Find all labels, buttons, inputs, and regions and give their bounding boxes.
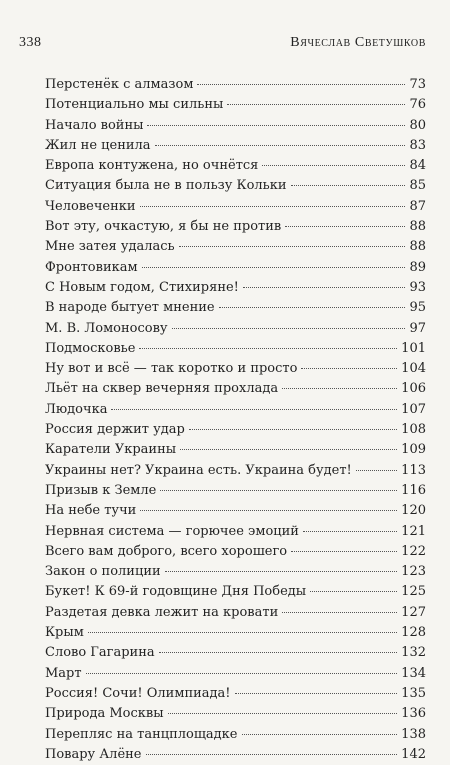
toc-entry-title: С Новым годом, Стихиряне! [45,279,239,295]
dot-leader [165,571,398,572]
toc-entry-page-number: 87 [409,198,426,214]
toc-entry [45,75,426,95]
dot-leader [147,125,405,126]
toc-entry-page-number: 107 [401,401,426,417]
toc-entry-title: Крым [45,625,84,641]
toc-entry-title: Вот эту, очкастую, я бы не против [45,219,282,235]
toc-entry [45,582,426,602]
toc-entry-title: Европа контужена, но очнётся [45,158,259,174]
toc-entry-page-number: 113 [401,462,426,478]
dot-leader [303,531,397,532]
dot-leader [291,551,397,552]
toc-entry [45,481,426,501]
dot-leader [282,388,397,389]
dot-leader [155,145,406,146]
toc-entry [45,379,426,399]
dot-leader [160,490,397,491]
toc-entry-title: Людочка [45,401,108,417]
toc-entry [45,298,426,318]
toc-entry-page-number: 128 [401,625,426,641]
toc-entry-title: Нервная система — горючее эмоций [45,523,299,539]
toc-entry-page-number: 73 [409,77,426,92]
dot-leader [172,328,406,329]
toc-entry-title: Украины нет? Украина есть. Украина будет! [45,462,352,478]
toc-entry-title: Перепляс на танцплощадке [45,726,238,742]
toc-entry-page-number: 101 [401,340,426,356]
dot-leader [180,449,397,450]
toc-entry [45,745,426,765]
dot-leader [282,612,397,613]
dot-leader [235,693,398,694]
dot-leader [140,206,406,207]
toc-entry-page-number: 127 [401,604,426,620]
toc-entry-page-number: 135 [401,685,426,701]
toc-entry-title: Льёт на сквер вечерняя прохлада [45,381,279,397]
toc-entry-page-number: 93 [409,279,426,295]
toc-entry [45,664,426,684]
dot-leader [310,591,397,592]
toc-entry-page-number: 116 [401,482,426,498]
toc-entry [45,704,426,724]
running-head-author: Вячеслав Светушков [290,35,426,50]
toc-entry-title: Человеченки [45,198,136,214]
page-header [19,35,426,55]
dot-leader [139,348,397,349]
toc-entry-title: Россия держит удар [45,422,185,438]
toc-entry [45,400,426,420]
toc-entry-title: Каратели Украины [45,442,177,458]
toc-entry-title: Перстенёк с алмазом [45,77,194,92]
toc-entry [45,95,426,115]
toc-entry-page-number: 80 [409,117,426,133]
toc-entry-page-number: 142 [401,746,426,762]
toc-entry [45,197,426,217]
dot-leader [179,246,406,247]
toc-entry-page-number: 104 [401,361,426,377]
dot-leader [88,632,397,633]
dot-leader [291,185,406,186]
toc-entry [45,603,426,623]
toc-entry-page-number: 76 [409,97,426,113]
toc-entry-page-number: 132 [401,645,426,661]
toc-entry-page-number: 121 [401,523,426,539]
toc-entry-title: Букет! К 69-й годовщине Дня Победы [45,584,307,600]
toc-entry-page-number: 106 [401,381,426,397]
dot-leader [219,307,406,308]
toc-entry [45,176,426,196]
toc-entry-page-number: 109 [401,442,426,458]
dot-leader [146,754,398,755]
toc-entry-title: Россия! Сочи! Олимпиада! [45,685,231,701]
toc-entry-page-number: 85 [409,178,426,194]
toc-entry-title: Слово Гагарина [45,645,155,661]
dot-leader [86,673,398,674]
toc-entry [45,278,426,298]
dot-leader [140,510,397,511]
dot-leader [168,713,398,714]
toc-entry-title: Призыв к Земле [45,482,157,498]
toc-entry [45,339,426,359]
table-of-contents [45,75,426,765]
toc-entry-page-number: 123 [401,564,426,580]
toc-entry [45,217,426,237]
toc-entry-page-number: 89 [409,259,426,275]
dot-leader [356,470,397,471]
toc-entry-page-number: 95 [409,300,426,316]
toc-entry-title: Повару Алёне [45,746,142,762]
toc-entry-page-number: 88 [409,219,426,235]
toc-entry [45,501,426,521]
toc-entry [45,156,426,176]
toc-entry-title: Жил не ценила [45,137,151,153]
toc-entry-title: Раздетая девка лежит на кровати [45,604,279,620]
toc-entry-page-number: 97 [409,320,426,336]
dot-leader [142,267,406,268]
dot-leader [242,734,398,735]
toc-entry-title: Природа Москвы [45,706,164,722]
toc-entry-title: Ну вот и всё — так коротко и просто [45,361,298,377]
toc-entry-page-number: 88 [409,239,426,255]
toc-entry-page-number: 122 [401,543,426,559]
toc-entry [45,684,426,704]
dot-leader [262,165,405,166]
toc-entry-page-number: 136 [401,706,426,722]
toc-entry-title: Подмосковье [45,340,136,356]
page-number: 338 [19,35,42,50]
toc-entry [45,562,426,582]
dot-leader [243,287,406,288]
toc-entry [45,319,426,339]
dot-leader [189,429,397,430]
toc-entry-page-number: 84 [409,158,426,174]
toc-entry-title: М. В. Ломоносову [45,320,168,336]
toc-entry-title: Мне затея удалась [45,239,175,255]
toc-entry [45,623,426,643]
toc-entry-page-number: 125 [401,584,426,600]
toc-entry-title: Март [45,665,82,681]
toc-entry-title: Закон о полиции [45,564,161,580]
dot-leader [159,652,398,653]
toc-entry-title: Фронтовикам [45,259,138,275]
dot-leader [227,104,405,105]
toc-entry [45,542,426,562]
toc-entry [45,258,426,278]
toc-entry-title: Начало войны [45,117,144,133]
toc-entry-page-number: 83 [409,137,426,153]
toc-entry-title: На небе тучи [45,503,137,519]
toc-entry [45,136,426,156]
dot-leader [111,409,397,410]
toc-entry-page-number: 108 [401,422,426,438]
toc-entry [45,725,426,745]
toc-entry [45,420,426,440]
toc-entry-page-number: 134 [401,665,426,681]
toc-entry-page-number: 120 [401,503,426,519]
toc-entry [45,461,426,481]
toc-entry [45,440,426,460]
toc-entry [45,359,426,379]
dot-leader [301,368,397,369]
toc-entry [45,522,426,542]
toc-entry-title: Потенциально мы сильны [45,97,224,113]
toc-entry [45,116,426,136]
toc-entry [45,237,426,257]
dot-leader [197,84,405,85]
toc-entry [45,643,426,663]
toc-entry-title: Ситуация была не в пользу Кольки [45,178,287,194]
toc-entry-title: В народе бытует мнение [45,300,215,316]
dot-leader [285,226,405,227]
toc-entry-title: Всего вам доброго, всего хорошего [45,543,288,559]
toc-entry-page-number: 138 [401,726,426,742]
